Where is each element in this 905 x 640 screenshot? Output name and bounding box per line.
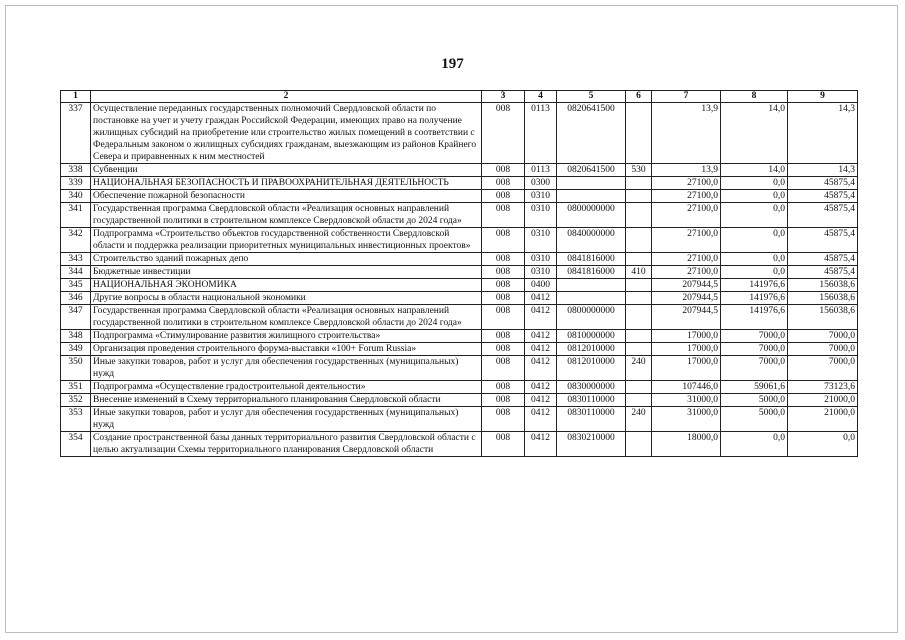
amount-col9-cell: 7000,0 <box>788 356 858 381</box>
amount-col7-cell: 31000,0 <box>652 407 721 432</box>
amount-col8-cell: 59061,6 <box>721 381 788 394</box>
expense-type-cell <box>626 190 652 203</box>
amount-col7-cell: 27100,0 <box>652 177 721 190</box>
row-number-cell: 350 <box>61 356 91 381</box>
expense-type-cell <box>626 177 652 190</box>
table-row <box>61 103 858 164</box>
target-code-cell: 0841816000 <box>557 253 626 266</box>
expense-type-cell <box>626 203 652 228</box>
table-row <box>61 190 858 203</box>
amount-col9-cell: 45875,4 <box>788 266 858 279</box>
amount-col9-cell: 7000,0 <box>788 330 858 343</box>
ministry-code-cell: 008 <box>482 381 525 394</box>
amount-col9-cell: 45875,4 <box>788 203 858 228</box>
row-name-cell: Подпрограмма «Стимулирование развития жилищного строительства» <box>91 330 482 343</box>
section-code-cell: 0310 <box>525 266 557 279</box>
section-code-cell: 0310 <box>525 253 557 266</box>
table-body <box>61 103 858 457</box>
section-code-cell: 0400 <box>525 279 557 292</box>
section-code-cell: 0310 <box>525 190 557 203</box>
amount-col7-cell: 27100,0 <box>652 203 721 228</box>
header-cell: 6 <box>626 91 652 103</box>
amount-col9-cell: 0,0 <box>788 432 858 457</box>
ministry-code-cell: 008 <box>482 407 525 432</box>
row-number-cell: 347 <box>61 305 91 330</box>
table-row <box>61 203 858 228</box>
section-code-cell: 0412 <box>525 432 557 457</box>
row-name-cell: Иные закупки товаров, работ и услуг для обеспечения государственных (муниципальных) нужд <box>91 407 482 432</box>
amount-col8-cell: 14,0 <box>721 103 788 164</box>
amount-col9-cell: 45875,4 <box>788 190 858 203</box>
row-number-cell: 352 <box>61 394 91 407</box>
header-cell: 3 <box>482 91 525 103</box>
row-name-cell: Подпрограмма «Строительство объектов государственной собственности Свердловской области и поддержка реализации приоритетных муниципальных инвестиционных проектов» <box>91 228 482 253</box>
table-row <box>61 164 858 177</box>
row-number-cell: 346 <box>61 292 91 305</box>
expense-type-cell <box>626 279 652 292</box>
header-cell: 8 <box>721 91 788 103</box>
amount-col9-cell: 7000,0 <box>788 343 858 356</box>
header-cell: 9 <box>788 91 858 103</box>
amount-col8-cell: 14,0 <box>721 164 788 177</box>
target-code-cell <box>557 292 626 305</box>
section-code-cell: 0412 <box>525 381 557 394</box>
row-name-cell: Субвенции <box>91 164 482 177</box>
target-code-cell: 0820641500 <box>557 103 626 164</box>
row-number-cell: 345 <box>61 279 91 292</box>
table-header-row <box>61 91 858 103</box>
row-number-cell: 351 <box>61 381 91 394</box>
ministry-code-cell: 008 <box>482 164 525 177</box>
section-code-cell: 0300 <box>525 177 557 190</box>
amount-col8-cell: 7000,0 <box>721 343 788 356</box>
section-code-cell: 0412 <box>525 343 557 356</box>
row-name-cell: Подпрограмма «Осуществление градостроительной деятельности» <box>91 381 482 394</box>
ministry-code-cell: 008 <box>482 266 525 279</box>
expense-type-cell <box>626 228 652 253</box>
amount-col8-cell: 0,0 <box>721 228 788 253</box>
row-name-cell: Осуществление переданных государственных полномочий Свердловской области по постановке на учет и учету граждан Российской Федерации, имеющих право на получение жилищных субсидий на приобретение или строительство жилых помещений в соответствии с Федеральным законом о жилищных субсидиях гражданам, выезжающим из районов Крайнего Севера и приравненных к ним местностей <box>91 103 482 164</box>
amount-col9-cell: 45875,4 <box>788 177 858 190</box>
amount-col9-cell: 73123,6 <box>788 381 858 394</box>
amount-col8-cell: 141976,6 <box>721 292 788 305</box>
amount-col9-cell: 156038,6 <box>788 279 858 292</box>
amount-col8-cell: 7000,0 <box>721 330 788 343</box>
amount-col9-cell: 45875,4 <box>788 228 858 253</box>
section-code-cell: 0412 <box>525 394 557 407</box>
expense-type-cell <box>626 394 652 407</box>
ministry-code-cell: 008 <box>482 190 525 203</box>
ministry-code-cell: 008 <box>482 394 525 407</box>
target-code-cell: 0812010000 <box>557 343 626 356</box>
section-code-cell: 0310 <box>525 203 557 228</box>
target-code-cell: 0830110000 <box>557 407 626 432</box>
amount-col7-cell: 17000,0 <box>652 343 721 356</box>
row-name-cell: Бюджетные инвестиции <box>91 266 482 279</box>
ministry-code-cell: 008 <box>482 305 525 330</box>
header-cell: 5 <box>557 91 626 103</box>
ministry-code-cell: 008 <box>482 203 525 228</box>
amount-col8-cell: 0,0 <box>721 203 788 228</box>
amount-col9-cell: 45875,4 <box>788 253 858 266</box>
table-row <box>61 292 858 305</box>
row-number-cell: 338 <box>61 164 91 177</box>
section-code-cell: 0412 <box>525 330 557 343</box>
expense-type-cell <box>626 292 652 305</box>
expense-type-cell: 240 <box>626 407 652 432</box>
amount-col8-cell: 0,0 <box>721 432 788 457</box>
row-name-cell: Иные закупки товаров, работ и услуг для обеспечения государственных (муниципальных) нужд <box>91 356 482 381</box>
amount-col7-cell: 27100,0 <box>652 253 721 266</box>
budget-table <box>60 90 858 457</box>
expense-type-cell: 530 <box>626 164 652 177</box>
ministry-code-cell: 008 <box>482 356 525 381</box>
row-number-cell: 341 <box>61 203 91 228</box>
table-row <box>61 407 858 432</box>
expense-type-cell <box>626 305 652 330</box>
row-name-cell: НАЦИОНАЛЬНАЯ ЭКОНОМИКА <box>91 279 482 292</box>
target-code-cell: 0820641500 <box>557 164 626 177</box>
row-name-cell: Строительство зданий пожарных депо <box>91 253 482 266</box>
header-cell: 4 <box>525 91 557 103</box>
row-number-cell: 337 <box>61 103 91 164</box>
table-row <box>61 381 858 394</box>
amount-col7-cell: 27100,0 <box>652 228 721 253</box>
amount-col8-cell: 0,0 <box>721 266 788 279</box>
table-row <box>61 305 858 330</box>
table-row <box>61 343 858 356</box>
row-name-cell: Организация проведения строительного форума-выставки «100+ Forum Russia» <box>91 343 482 356</box>
target-code-cell: 0841816000 <box>557 266 626 279</box>
row-number-cell: 353 <box>61 407 91 432</box>
header-cell: 1 <box>61 91 91 103</box>
section-code-cell: 0310 <box>525 228 557 253</box>
section-code-cell: 0412 <box>525 292 557 305</box>
table-row <box>61 394 858 407</box>
expense-type-cell <box>626 343 652 356</box>
expense-type-cell <box>626 381 652 394</box>
amount-col9-cell: 156038,6 <box>788 292 858 305</box>
section-code-cell: 0113 <box>525 103 557 164</box>
row-number-cell: 348 <box>61 330 91 343</box>
row-number-cell: 344 <box>61 266 91 279</box>
ministry-code-cell: 008 <box>482 228 525 253</box>
ministry-code-cell: 008 <box>482 253 525 266</box>
target-code-cell: 0830110000 <box>557 394 626 407</box>
amount-col7-cell: 207944,5 <box>652 292 721 305</box>
target-code-cell: 0800000000 <box>557 305 626 330</box>
amount-col9-cell: 21000,0 <box>788 407 858 432</box>
amount-col8-cell: 141976,6 <box>721 305 788 330</box>
amount-col7-cell: 17000,0 <box>652 356 721 381</box>
row-name-cell: Создание пространственной базы данных территориального развития Свердловской области с целью актуализации Схемы территориального планирования Свердловской области <box>91 432 482 457</box>
ministry-code-cell: 008 <box>482 292 525 305</box>
row-number-cell: 343 <box>61 253 91 266</box>
amount-col9-cell: 14,3 <box>788 164 858 177</box>
row-name-cell: Обеспечение пожарной безопасности <box>91 190 482 203</box>
table-row <box>61 330 858 343</box>
target-code-cell <box>557 177 626 190</box>
row-name-cell: Государственная программа Свердловской области «Реализация основных направлений государственной политики в строительном комплексе Свердловской области до 2024 года» <box>91 203 482 228</box>
expense-type-cell <box>626 330 652 343</box>
expense-type-cell <box>626 253 652 266</box>
target-code-cell: 0830210000 <box>557 432 626 457</box>
amount-col8-cell: 7000,0 <box>721 356 788 381</box>
amount-col7-cell: 31000,0 <box>652 394 721 407</box>
expense-type-cell <box>626 103 652 164</box>
section-code-cell: 0113 <box>525 164 557 177</box>
table-row <box>61 228 858 253</box>
table-row <box>61 432 858 457</box>
amount-col7-cell: 207944,5 <box>652 279 721 292</box>
amount-col7-cell: 27100,0 <box>652 266 721 279</box>
section-code-cell: 0412 <box>525 305 557 330</box>
amount-col8-cell: 5000,0 <box>721 394 788 407</box>
row-name-cell: Другие вопросы в области национальной экономики <box>91 292 482 305</box>
ministry-code-cell: 008 <box>482 432 525 457</box>
amount-col9-cell: 21000,0 <box>788 394 858 407</box>
amount-col8-cell: 0,0 <box>721 190 788 203</box>
table-row <box>61 266 858 279</box>
amount-col7-cell: 13,9 <box>652 164 721 177</box>
table-row <box>61 253 858 266</box>
target-code-cell <box>557 279 626 292</box>
target-code-cell: 0830000000 <box>557 381 626 394</box>
amount-col8-cell: 141976,6 <box>721 279 788 292</box>
amount-col7-cell: 17000,0 <box>652 330 721 343</box>
ministry-code-cell: 008 <box>482 330 525 343</box>
section-code-cell: 0412 <box>525 356 557 381</box>
target-code-cell: 0840000000 <box>557 228 626 253</box>
target-code-cell: 0800000000 <box>557 203 626 228</box>
amount-col7-cell: 27100,0 <box>652 190 721 203</box>
amount-col9-cell: 14,3 <box>788 103 858 164</box>
ministry-code-cell: 008 <box>482 177 525 190</box>
page-number: 197 <box>441 56 464 72</box>
expense-type-cell: 410 <box>626 266 652 279</box>
row-number-cell: 339 <box>61 177 91 190</box>
section-code-cell: 0412 <box>525 407 557 432</box>
row-name-cell: Внесение изменений в Схему территориального планирования Свердловской области <box>91 394 482 407</box>
amount-col7-cell: 18000,0 <box>652 432 721 457</box>
header-cell: 2 <box>91 91 482 103</box>
ministry-code-cell: 008 <box>482 279 525 292</box>
ministry-code-cell: 008 <box>482 103 525 164</box>
amount-col8-cell: 5000,0 <box>721 407 788 432</box>
amount-col7-cell: 107446,0 <box>652 381 721 394</box>
row-number-cell: 354 <box>61 432 91 457</box>
target-code-cell <box>557 190 626 203</box>
amount-col9-cell: 156038,6 <box>788 305 858 330</box>
ministry-code-cell: 008 <box>482 343 525 356</box>
target-code-cell: 0812010000 <box>557 356 626 381</box>
row-number-cell: 342 <box>61 228 91 253</box>
amount-col8-cell: 0,0 <box>721 253 788 266</box>
table-row <box>61 177 858 190</box>
target-code-cell: 0810000000 <box>557 330 626 343</box>
expense-type-cell: 240 <box>626 356 652 381</box>
row-number-cell: 340 <box>61 190 91 203</box>
row-name-cell: НАЦИОНАЛЬНАЯ БЕЗОПАСНОСТЬ И ПРАВООХРАНИТЕЛЬНАЯ ДЕЯТЕЛЬНОСТЬ <box>91 177 482 190</box>
header-cell: 7 <box>652 91 721 103</box>
row-number-cell: 349 <box>61 343 91 356</box>
row-name-cell: Государственная программа Свердловской области «Реализация основных направлений государственной политики в строительном комплексе Свердловской области до 2024 года» <box>91 305 482 330</box>
amount-col8-cell: 0,0 <box>721 177 788 190</box>
expense-type-cell <box>626 432 652 457</box>
amount-col7-cell: 13,9 <box>652 103 721 164</box>
table-row <box>61 279 858 292</box>
amount-col7-cell: 207944,5 <box>652 305 721 330</box>
table-row <box>61 356 858 381</box>
